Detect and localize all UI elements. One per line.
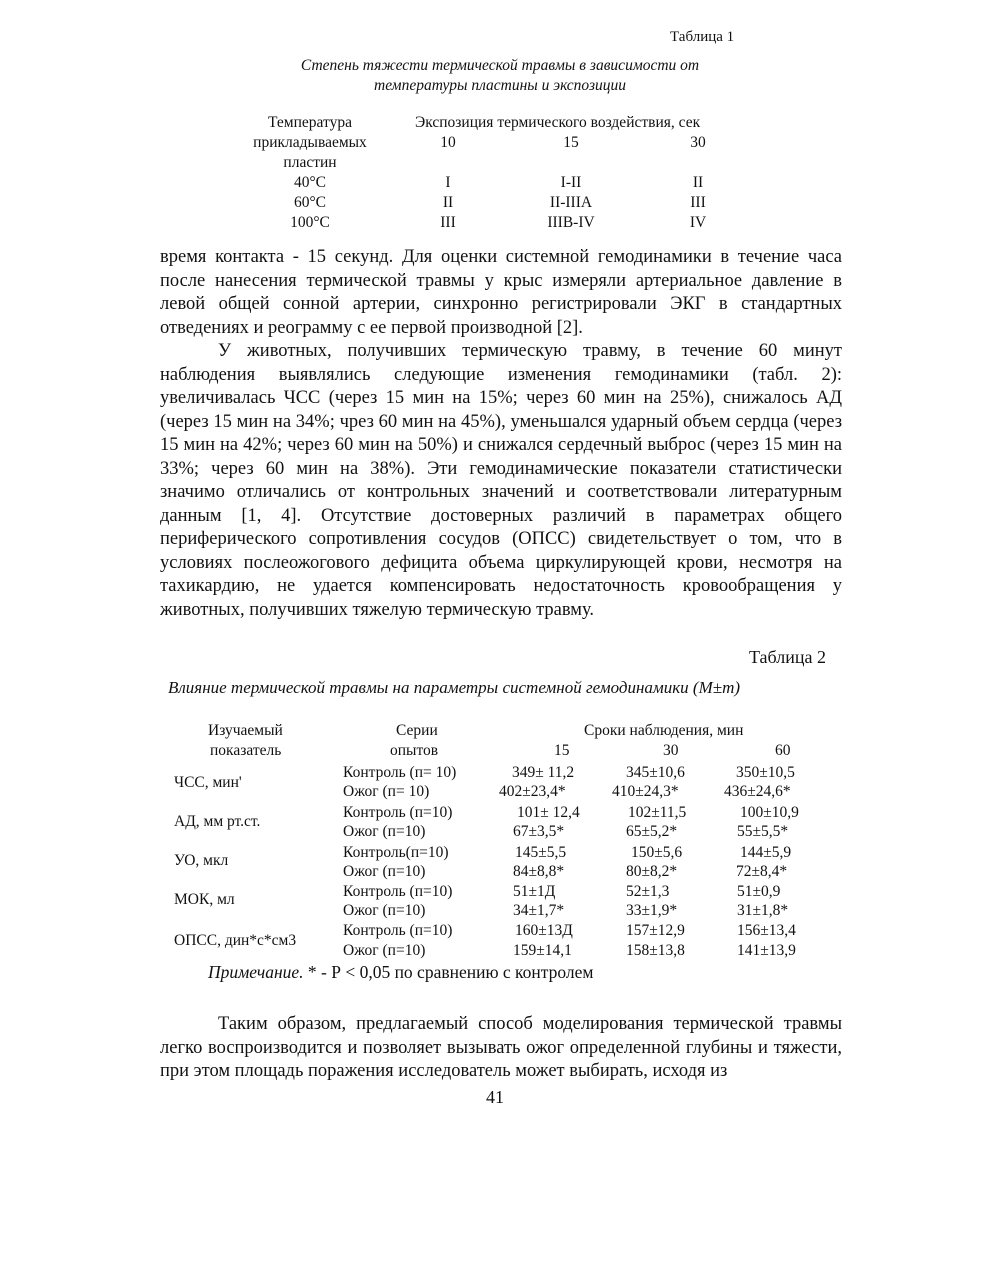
table2-title: Влияние термической травмы на параметры системной гемодинамики (М±m): [168, 678, 741, 697]
table1-header-col0-l2: прикладываемых: [253, 134, 367, 151]
table1-header-span: Экспозиция термического воздействия, сек: [415, 114, 701, 131]
table2-value: 141±13,9: [737, 942, 796, 959]
table2-note-text: * - Р < 0,05 по сравнению с контролем: [307, 962, 594, 982]
table2-value: 80±8,2*: [626, 863, 678, 880]
table2-value: 65±5,2*: [626, 823, 678, 840]
table2-value: 158±13,8: [626, 942, 685, 959]
table1-cell: IIIB-IV: [547, 214, 595, 231]
table2-header-time: 15: [554, 742, 570, 759]
table1-header-col0-l3: пластин: [283, 154, 337, 171]
table2-series: Контроль(п=10): [343, 844, 449, 861]
table2-value: 101± 12,4: [517, 804, 580, 821]
table2-value: 156±13,4: [737, 922, 796, 939]
table2-value: 34±1,7*: [513, 902, 565, 919]
table1-exposure: 15: [563, 134, 579, 151]
table2-value: 33±1,9*: [626, 902, 678, 919]
table2-header-time: 60: [775, 742, 791, 759]
page-number: 41: [486, 1087, 504, 1107]
table2-indicator: ЧСС, мин': [174, 774, 242, 791]
table1-cell: IV: [689, 214, 707, 231]
table2-value: 100±10,9: [740, 804, 799, 821]
table2-value: 52±1,3: [626, 883, 670, 900]
table2-value: 150±5,6: [631, 844, 683, 861]
table1-cell: III: [440, 214, 456, 231]
table2-value: 349± 11,2: [512, 764, 575, 781]
table2-indicator: АД, мм рт.ст.: [174, 813, 261, 830]
table2-series: Контроль (п=10): [343, 883, 453, 900]
table1-cell: II-IIIA: [549, 194, 593, 211]
table1-title-line1: Степень тяжести термической травмы в зависимости от: [300, 57, 700, 74]
paragraph-1: время контакта - 15 секунд. Для оценки системной гемодинамики в течение часа после нанесения термической травмы у крыс измеряли артериальное давление в левой общей сонной артерии, синхронно регистрировали ЭКГ в стандартных отведениях и реограмму с ее первой производной [2].: [160, 247, 842, 338]
table2-note-label: Примечание.: [208, 962, 304, 982]
table1-header-col0-l1: Температура: [268, 114, 352, 131]
table2-header-col1-l1: Серии: [396, 722, 438, 739]
table2-value: 402±23,4*: [499, 783, 566, 800]
table2-series: Ожог (п=10): [343, 863, 426, 880]
table2-indicator: МОК, мл: [174, 891, 235, 908]
table2-indicator: УО, мкл: [174, 852, 229, 869]
table1-temp: 60°С: [293, 194, 327, 211]
table1-title: [200, 56, 800, 96]
table2-value: 72±8,4*: [736, 863, 788, 880]
table2-series: Контроль (п=10): [343, 922, 453, 939]
table2-label: Таблица 2: [749, 647, 826, 667]
table2-value: 67±3,5*: [513, 823, 565, 840]
table2-value: 345±10,6: [626, 764, 685, 781]
table2-value: 160±13Д: [515, 922, 573, 939]
table2-header-col0-l1: Изучаемый: [208, 722, 283, 739]
table2-value: 31±1,8*: [737, 902, 789, 919]
table2-value: 145±5,5: [515, 844, 567, 861]
table2-value: 84±8,8*: [513, 863, 565, 880]
table2-series: Ожог (п=10): [343, 823, 426, 840]
table1-exposure: 10: [440, 134, 456, 151]
table2-series: Ожог (п=10): [343, 902, 426, 919]
paragraph-2: У животных, получивших термическую травму, в течение 60 минут наблюдения выявлялись следующие изменения гемодинамики (табл. 2): увеличивалась ЧСС (через 15 мин на 15%; через 60 мин на 25%), снижалось АД (через 15 мин на 34%; чрез 60 мин на 45%), уменьшался ударный объем сердца (через 15 мин на 42%; через 60 мин на 50%) и снижался сердечный выброс (через 15 мин на 33%; через 60 мин на 38%). Эти гемодинамические показатели статистически значимо отличались от контрольных значений и соответствовали литературным данным [1, 4]. Отсутствие достоверных различий в параметрах общего периферического сопротивления сосудов (ОПСС) свидетельствует о том, что в условиях послеожогового дефицита объема циркулирующей крови, несмотря на тахикардию, не удается компенсировать недостаточность кровообращения у животных, получивших тяжелую термическую травму.: [160, 341, 842, 620]
table2-value: 51±1Д: [513, 883, 556, 900]
table2-indicator: ОПСС, дин*с*см3: [174, 932, 297, 949]
table2-header-col0-l2: показатель: [210, 742, 282, 759]
table2-header-col1-l2: опытов: [390, 742, 439, 759]
table2-value: 144±5,9: [740, 844, 792, 861]
paragraph-3: Таким образом, предлагаемый способ моделирования термической травмы легко воспроизводится и позволяет вызывать ожог определенной глубины и тяжести, при этом площадь поражения исследователь может выбирать, исходя из: [160, 1014, 842, 1081]
table2-series: Ожог (п=10): [343, 942, 426, 959]
table2-series: Ожог (п= 10): [343, 783, 430, 800]
table2-value: 436±24,6*: [724, 783, 791, 800]
table2-value: 350±10,5: [736, 764, 795, 781]
table1-label: Таблица 1: [670, 29, 735, 45]
table2-value: 55±5,5*: [737, 823, 789, 840]
table1-cell: II: [692, 174, 704, 191]
table2-value: 102±11,5: [628, 804, 687, 821]
table1-cell: II: [442, 194, 454, 211]
table2-series: Контроль (п=10): [343, 804, 453, 821]
table1-cell: III: [690, 194, 706, 211]
table2-header-span: Сроки наблюдения, мин: [584, 722, 744, 739]
table1-cell: I-II: [560, 174, 582, 191]
table2-value: 51±0,9: [737, 883, 781, 900]
table1-title-line2: температуры пластины и экспозиции: [374, 77, 626, 94]
body-text: [160, 246, 842, 622]
table2-series: Контроль (п= 10): [343, 764, 457, 781]
table1-cell: I: [445, 174, 451, 191]
table2-value: 410±24,3*: [612, 783, 679, 800]
table2-value: 157±12,9: [626, 922, 685, 939]
table2-note: [208, 962, 594, 983]
table1-exposure: 30: [690, 134, 706, 151]
table2-value: 159±14,1: [513, 942, 572, 959]
table1-temp: 40°С: [293, 174, 327, 191]
table1-temp: 100°С: [290, 214, 330, 231]
table2-header-time: 30: [663, 742, 679, 759]
